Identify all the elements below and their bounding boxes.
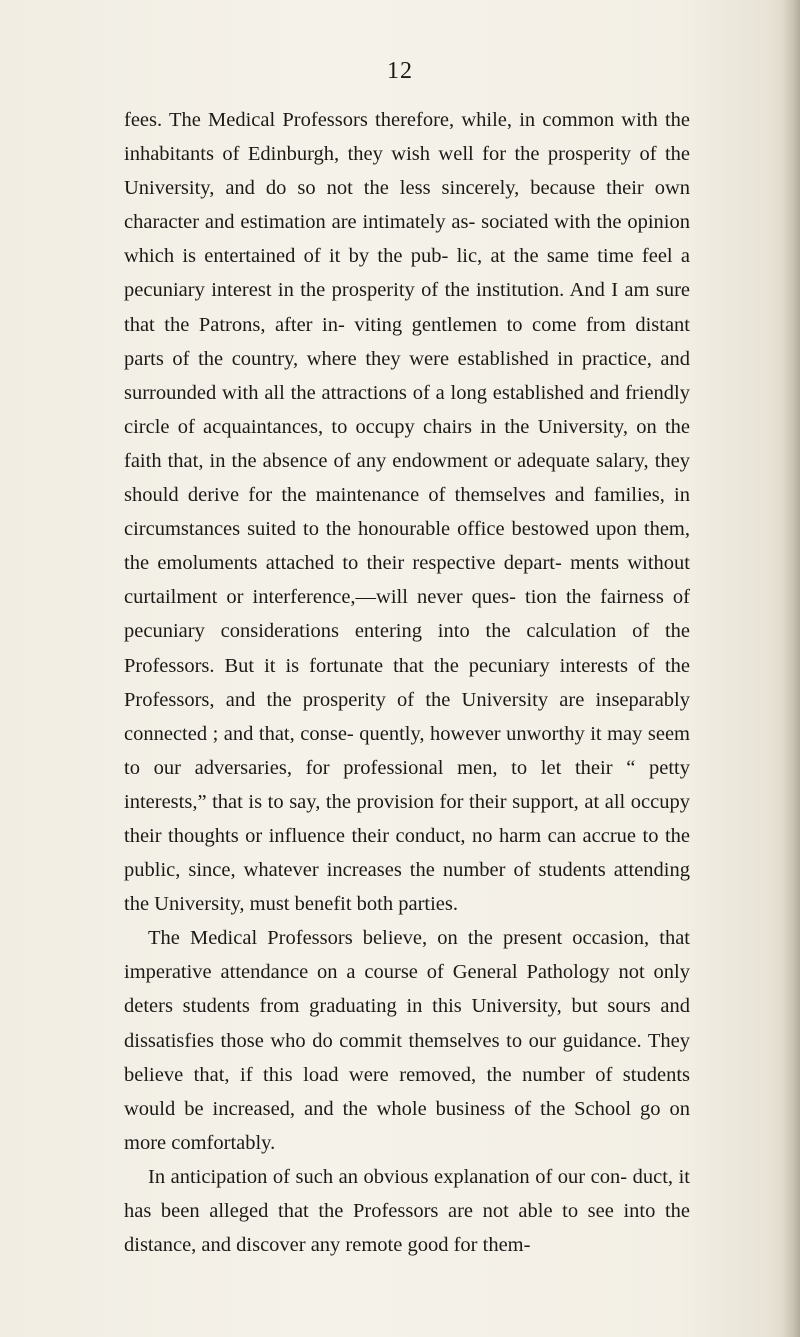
paragraph-1: fees. The Medical Professors therefore, while, in common with the inhabitants of Edinburgh, they wish well for the prosperity of the University, and do so not the less sincerely, because their own character and estimation are intimately as- sociated with the opinion which is entertained of it by the pub- lic, at the same time feel a pecuniary interest in the prosperity of the institution. And I am sure that the Patrons, after in- viting gentlemen to come from distant parts of the country, where they were established in practice, and surrounded with all the attractions of a long established and friendly circle of acquaintances, to occupy chairs in the University, on the faith that, in the absence of any endowment or adequate salary, they should derive for the maintenance of themselves and families, in circumstances suited to the honourable office bestowed upon them, the emoluments attached to their respective depart- ments without curtailment or interference,—will never ques- tion the fairness of pecuniary considerations entering into the calculation of the Professors. But it is fortunate that the pecuniary interests of the Professors, and the prosperity of the University are inseparably connected ; and that, conse- quently, however unworthy it may seem to our adversaries, for professional men, to let their “ petty interests,” that is to say, the provision for their support, at all occupy their thoughts or influence their conduct, no harm can accrue to the public, since, whatever increases the number of students attending the University, must benefit both parties. — [124, 109, 690, 916]
body-text — [124, 103, 690, 1262]
page-number: 12 — [387, 58, 413, 84]
page-edge-shadow — [782, 0, 800, 1337]
paragraph-3: In anticipation of such an obvious explanation of our con- duct, it has been alleged that the Professors are not able to see into the distance, and discover any remote good for them- — [124, 1165, 690, 1257]
paragraph-2: The Medical Professors believe, on the present occasion, that imperative attendance on a course of General Pathology not only deters students from graduating in this University, but sours and dissatisfies those who do commit themselves to our guidance. They believe that, if this load were removed, the number of students would be increased, and the whole business of the School go on more comfortably. — [124, 927, 690, 1154]
